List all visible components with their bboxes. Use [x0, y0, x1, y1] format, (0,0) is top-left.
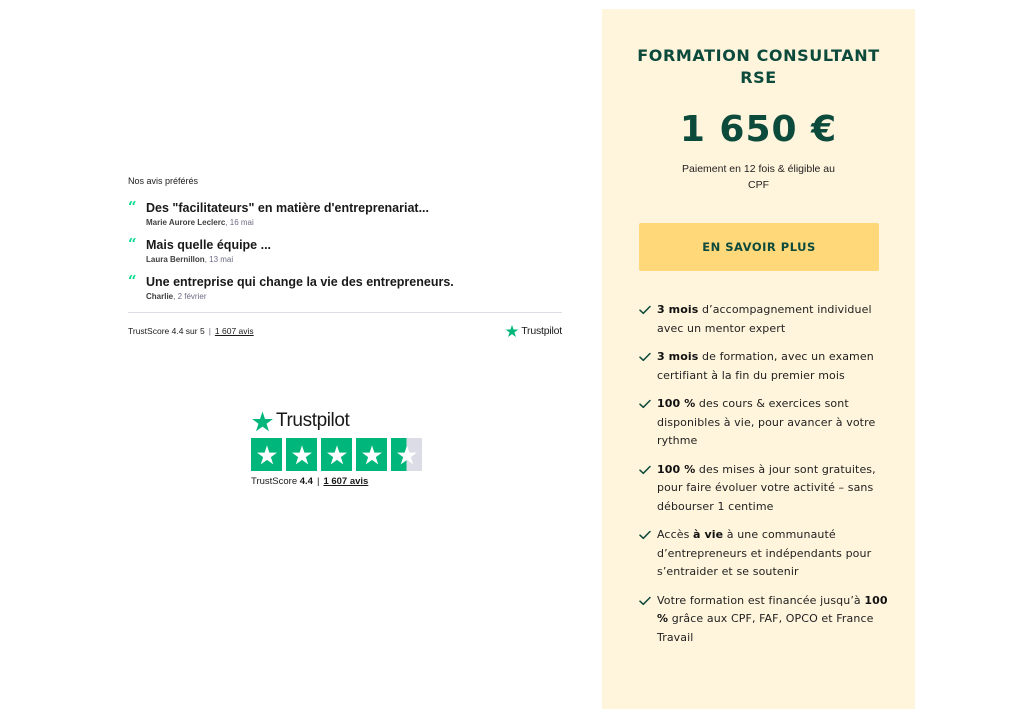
review-meta: Laura Bernillon, 13 mai: [146, 255, 234, 264]
feature-highlight: 100 %: [657, 593, 888, 625]
feature-item: [639, 461, 889, 517]
feature-item: [639, 301, 889, 338]
feature-text: des cours & exercices sont disponibles à vie, pour avancer à votre rythme: [657, 397, 876, 447]
feature-item: [639, 592, 889, 648]
feature-highlight: 100 %: [657, 462, 696, 476]
feature-text: des mises à jour sont gratuites, pour faire évoluer votre activité – sans débourser 1 centime: [657, 462, 876, 513]
feature-text: de formation, avec un examen certifiant à la fin du premier mois: [657, 350, 874, 382]
review-date: 13 mai: [209, 255, 234, 264]
review-date: 16 mai: [229, 218, 254, 227]
review-author: Laura Bernillon: [146, 255, 205, 264]
star-icon: [286, 438, 317, 471]
review-author: Marie Aurore Leclerc: [146, 218, 226, 227]
review-meta: Charlie, 2 février: [146, 292, 207, 301]
trustscore-label: TrustScore: [251, 476, 298, 487]
trustpilot-logo: [251, 408, 431, 434]
trustscore-text: TrustScore 4.4 sur 5: [128, 326, 205, 336]
feature-text: d’accompagnement individuel avec un mentor expert: [657, 303, 872, 335]
trustpilot-logo-small[interactable]: [505, 324, 562, 338]
check-icon: [639, 399, 651, 409]
trustpilot-brand: Trustpilot: [521, 325, 562, 337]
star-icon: [251, 438, 282, 471]
reviews-widget: [128, 176, 562, 338]
trustpilot-badge[interactable]: [251, 408, 431, 487]
reviews-heading: Nos avis préférés: [128, 176, 199, 186]
payment-info: Paiement en 12 fois & éligible au CPF: [682, 163, 835, 191]
check-icon: [639, 305, 651, 315]
check-icon: [639, 596, 651, 606]
feature-item: [639, 395, 889, 451]
feature-text: grâce aux CPF, FAF, OPCO et France Travail: [657, 612, 874, 644]
quote-icon: “: [128, 235, 137, 253]
quote-icon: “: [128, 198, 137, 216]
star-icon: [321, 438, 352, 471]
review-date: 2 février: [177, 292, 207, 301]
review-count-link[interactable]: 1 607 avis: [214, 326, 254, 336]
divider: [128, 312, 562, 313]
feature-item: [639, 348, 889, 385]
feature-text: à une communauté d’entrepreneurs et indépendants pour s’entraider et se soutenir: [657, 528, 872, 578]
review-author: Charlie: [146, 292, 174, 301]
card-title: FORMATION CONSULTANT RSE: [637, 46, 880, 87]
feature-text: Accès: [657, 528, 694, 541]
check-icon: [639, 352, 651, 362]
review-title[interactable]: Une entreprise qui change la vie des entrepreneurs.: [146, 275, 454, 289]
trustpilot-star-icon: [505, 324, 519, 338]
review-item[interactable]: [128, 235, 562, 264]
feature-text: Votre formation est financée jusqu’à: [657, 593, 865, 607]
trustscore-summary: [128, 326, 254, 336]
feature-highlight: 3 mois: [657, 303, 699, 316]
review-count-link[interactable]: 1 607 avis: [323, 476, 369, 487]
trustpilot-star-icon: [251, 410, 274, 433]
review-title[interactable]: Des "facilitateurs" en matière d'entreprenariat...: [146, 201, 429, 215]
star-half-icon: [391, 438, 422, 471]
review-item[interactable]: [128, 272, 562, 301]
price: 1 650 €: [679, 109, 838, 150]
review-meta: Marie Aurore Leclerc, 16 mai: [146, 218, 254, 227]
separator: |: [316, 476, 320, 487]
reviews-footer: [128, 324, 562, 338]
feature-highlight: 3 mois: [657, 350, 699, 363]
check-icon: [639, 465, 651, 475]
trustscore-value: 4.4: [299, 476, 313, 487]
check-icon: [639, 530, 651, 540]
learn-more-button[interactable]: EN SAVOIR PLUS: [639, 223, 879, 271]
feature-highlight: à vie: [693, 528, 724, 541]
trustpilot-brand: Trustpilot: [276, 410, 350, 431]
separator: |: [208, 326, 211, 336]
review-item[interactable]: [128, 198, 562, 227]
feature-item: [639, 526, 889, 582]
review-title[interactable]: Mais quelle équipe ...: [146, 238, 272, 252]
feature-list: [639, 301, 889, 657]
star-rating: [251, 438, 431, 471]
trustscore-line: [251, 476, 431, 487]
quote-icon: “: [128, 272, 137, 290]
pricing-card: [602, 9, 915, 709]
feature-highlight: 100 %: [657, 397, 696, 410]
star-icon: [356, 438, 387, 471]
